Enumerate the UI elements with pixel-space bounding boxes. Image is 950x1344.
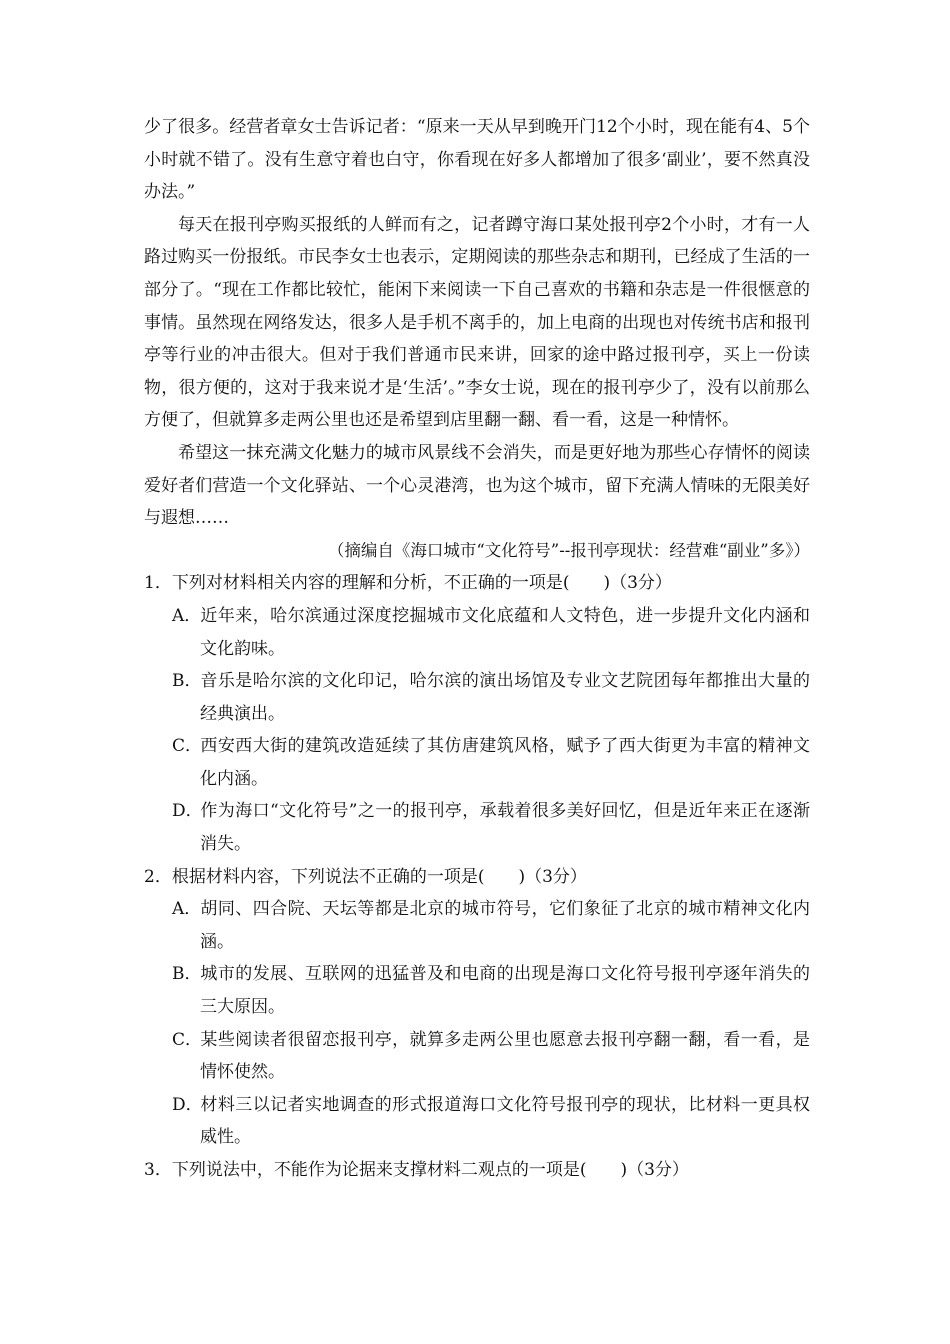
option-text: 西安西大街的建筑改造延续了其仿唐建筑风格，赋予了西大街更为丰富的精神文化内涵。 <box>200 736 810 789</box>
option-key: B． <box>172 671 202 692</box>
option-text: 音乐是哈尔滨的文化印记，哈尔滨的演出场馆及专业文艺院团每年都推出大量的经典演出。 <box>200 671 810 724</box>
option-key: C． <box>172 736 203 757</box>
option-key: C． <box>172 1029 203 1050</box>
option-a <box>144 893 810 958</box>
option-text: 材料三以记者实地调查的形式报道海口文化符号报刊亭的现状，比材料一更具权威性。 <box>200 1094 810 1148</box>
option-a <box>144 600 810 665</box>
paragraph-conclusion: 希望这一抹充满文化魅力的城市风景线不会消失，而是更好地为那些心存情怀的阅读爱好者们营造一个文化驿站、一个心灵港湾，也为这个城市，留下充满人情味的无限美好与遐想…… <box>144 442 810 529</box>
question-1 <box>144 567 810 860</box>
option-text: 作为海口“文化符号”之一的报刊亭，承载着很多美好回忆，但是近年来正在逐渐消失。 <box>200 801 810 855</box>
option-key: A． <box>172 899 202 920</box>
paragraph-continued: 少了很多。经营者章女士告诉记者：“原来一天从早到晚开门12个小时，现在能有4、5个小时就不错了。没有生意守着也白守，你看现在好多人都增加了很多‘副业’，要不然真没办法。” <box>144 117 810 203</box>
question-2 <box>144 861 810 1154</box>
source-citation: （摘编自《海口城市“文化符号”--报刊亭现状：经营难“副业”多》） <box>327 540 810 560</box>
option-key: A． <box>172 605 202 626</box>
option-b <box>144 958 810 1023</box>
option-key: B． <box>172 964 202 985</box>
option-text: 某些阅读者很留恋报刊亭，就算多走两公里也愿意去报刊亭翻一翻，看一看，是情怀使然。 <box>200 1029 810 1083</box>
question-stem: 3．下列说法中，不能作为论据来支撑材料二观点的一项是( )（3分） <box>144 1160 689 1180</box>
question-stem: 1．下列对材料相关内容的理解和分析，不正确的一项是( )（3分） <box>144 573 672 594</box>
option-d <box>144 1089 810 1154</box>
option-text: 城市的发展、互联网的迅猛普及和电商的出现是海口文化符号报刊亭逐年消失的三大原因。 <box>200 964 810 1018</box>
option-b <box>144 665 810 730</box>
option-d <box>144 795 810 860</box>
option-key: D． <box>172 1094 203 1115</box>
document-page <box>144 111 810 1187</box>
option-text: 胡同、四合院、天坛等都是北京的城市符号，它们象征了北京的城市精神文化内涵。 <box>200 899 810 952</box>
paragraph-reader-interview: 每天在报刊亭购买报纸的人鲜而有之，记者蹲守海口某处报刊亭2个小时，才有一人路过购买一份报纸。市民李女士也表示，定期阅读的那些杂志和期刊，已经成了生活的一部分了。“现在工作都比较忙，能闲下来阅读一下自己喜欢的书籍和杂志是一件很惬意的事情。虽然现在网络发达，很多人是手机不离手的，加上电商的出现也对传统书店和报刊亭等行业的冲击很大。但对于我们普通市民来讲，回家的途中路过报刊亭，买上一份读物，很方便的，这对于我来说才是‘生活’。”李女士说，现在的报刊亭少了，没有以前那么方便了，但就算多走两公里也还是希望到店里翻一翻、看一看，这是一种情怀。 <box>144 214 810 431</box>
question-stem: 2．根据材料内容，下列说法不正确的一项是( )（3分） <box>144 866 587 887</box>
question-3 <box>144 1154 810 1187</box>
option-c <box>144 1024 810 1089</box>
option-text: 近年来，哈尔滨通过深度挖掘城市文化底蕴和人文特色，进一步提升文化内涵和文化韵味。 <box>200 605 810 659</box>
option-c <box>144 730 810 795</box>
option-key: D． <box>172 801 203 822</box>
